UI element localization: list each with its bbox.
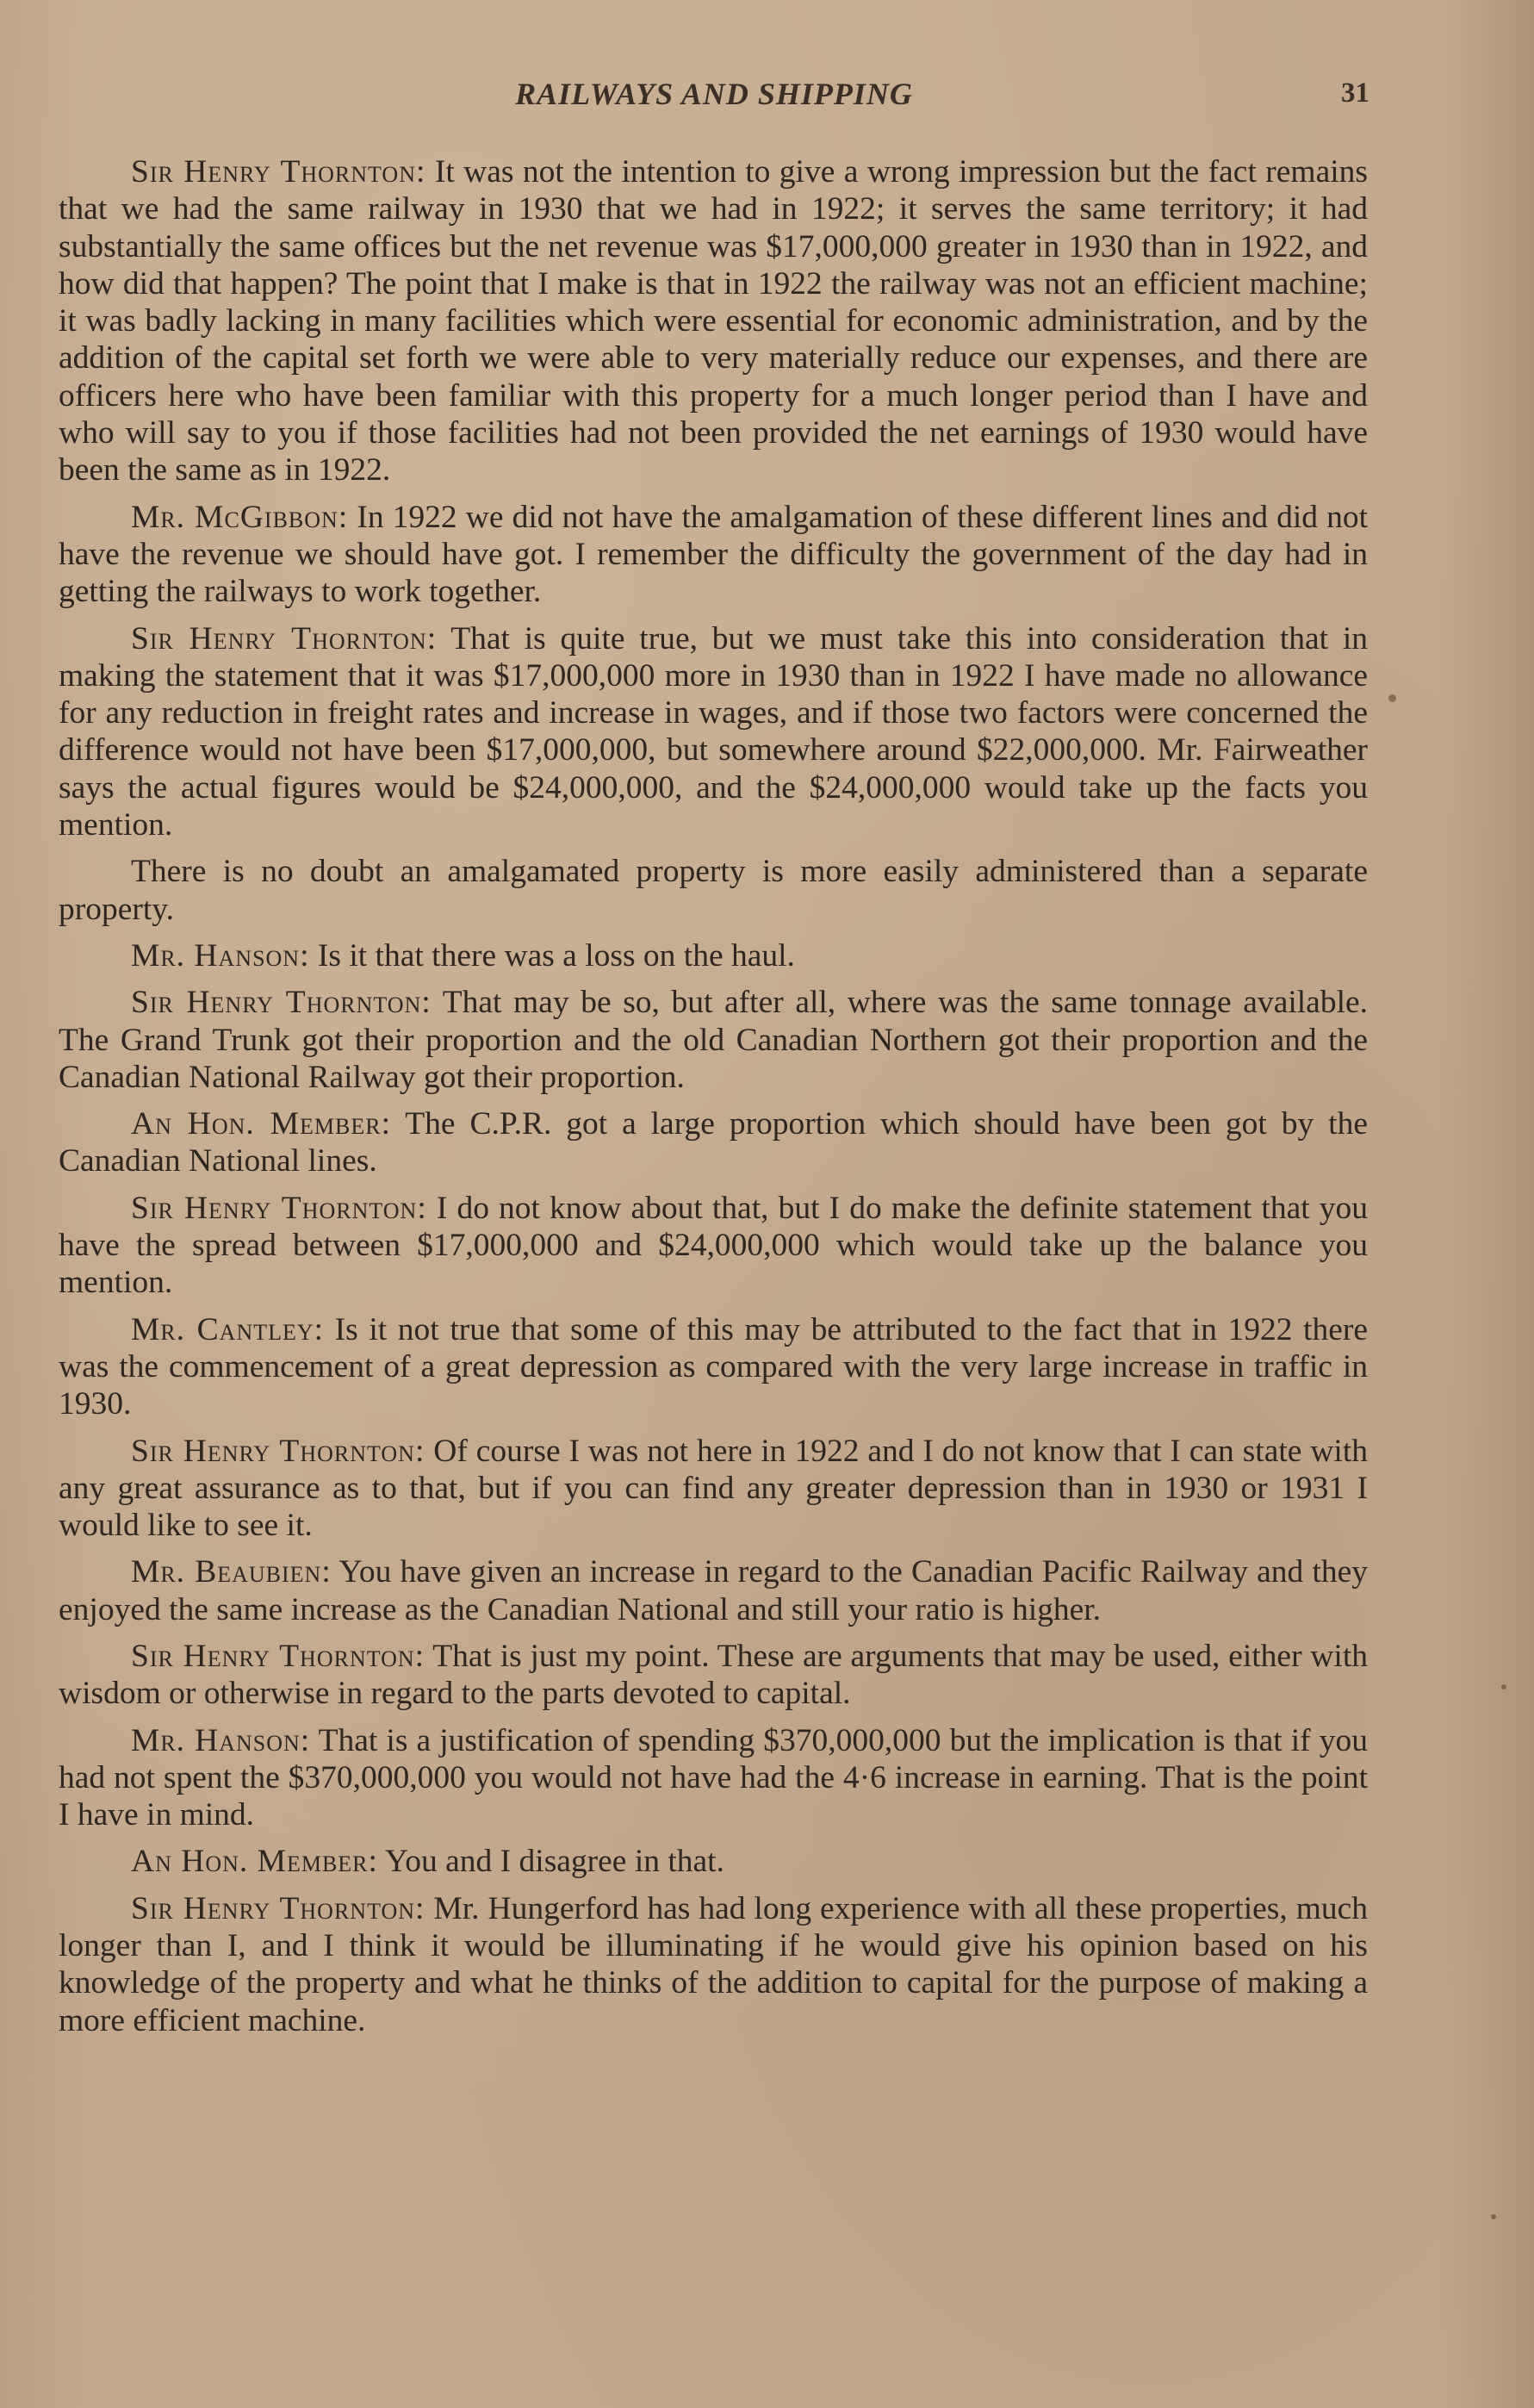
paragraph-text: It was not the intention to give a wrong impression but the fact remains that we had the same railway in 1930 that we had in 1922; it serves the same territory; it had substantially the same offices but the net revenue was $17,000,000 greater in 1930 than in 1922, and how did that happen? The point that I make is that in 1922 the railway was not an efficient machine; it was badly lacking in many facilities which were essential for economic administration, and by the addition of the capital set forth we were able to very materially reduce our expenses, and there are officers here who have been familiar with this property for a much longer period than I have and who will say to you if those facilities had not been provided the net earnings of 1930 would have been the same as in 1922.: [59, 154, 1368, 488]
running-head: [59, 76, 1369, 119]
paragraph-5: [59, 937, 1368, 974]
paragraph-15: [59, 1890, 1368, 2039]
paragraph-text: You and I disagree in that.: [377, 1844, 724, 1880]
speaker-name: Sir Henry Thornton:: [131, 1638, 425, 1674]
paragraph-text: That may be so, but after all, where was the same tonnage available. The Grand Trunk got their proportion and the old Canadian Northern got their proportion and the Canadian National Railway got their proportion.: [59, 985, 1369, 1095]
speaker-name: Mr. Hanson:: [131, 937, 310, 974]
paragraph-text: Of course I was not here in 1922 and I do not know that I can state with any great assurance as to that, but if you can find any greater depression than in 1930 or 1931 I would like to see it.: [59, 1433, 1369, 1544]
page-number: 31: [1341, 78, 1369, 109]
paragraph-11: [59, 1553, 1368, 1628]
paragraph-2: [59, 499, 1368, 611]
paragraph-text: I do not know about that, but I do make the definite statement that you have the spread between $17,000,000 and $24,000,000 which would take up the balance you mention.: [59, 1190, 1368, 1301]
paragraph-12: [59, 1638, 1368, 1713]
paragraph-10: [59, 1433, 1368, 1545]
paragraph-text: That is a justification of spending $370,000,000 but the implication is that if you had not spent the $370,000,000 you would not have had the 4·6 increase in earning. That is the point I have in mind.: [59, 1722, 1368, 1833]
speaker-name: An Hon. Member:: [131, 1844, 378, 1880]
speaker-name: Sir Henry Thornton:: [131, 985, 432, 1021]
paragraph-text: Is it not true that some of this may be attributed to the fact that in 1922 there was the commencement of a great depression as compared with the very large increase in traffic in 1930.: [59, 1311, 1368, 1422]
paragraph-text: That is just my point. These are arguments that may be used, either with wisdom or otherwise in regard to the parts devoted to capital.: [59, 1638, 1369, 1712]
paragraph-text: The C.P.R. got a large proportion which should have been got by the Canadian National lines.: [59, 1106, 1368, 1179]
paragraph-9: [59, 1311, 1368, 1423]
speaker-name: Sir Henry Thornton:: [131, 1190, 427, 1226]
paragraph-14: [59, 1843, 1368, 1880]
paragraph-4: [59, 853, 1368, 928]
paragraph-text: That is quite true, but we must take this into consideration that in making the statement that it was $17,000,000 more in 1930 than in 1922 I have made no allowance for any reduction in freight rates and increase in wages, and if those two factors were concerned the difference would not have been $17,000,000, but somewhere around $22,000,000. Mr. Fairweather says the actual figures would be $24,000,000, and the $24,000,000 would take up the facts you mention.: [59, 620, 1369, 843]
speaker-name: Mr. Hanson:: [131, 1722, 311, 1758]
speaker-name: Sir Henry Thornton:: [131, 1890, 425, 1926]
paragraph-text: In 1922 we did not have the amalgamation of these different lines and did not have the revenue we should have got. I remember the difficulty the government of the day had in getting the railways to work together.: [59, 499, 1369, 610]
paper-stain: [1388, 694, 1396, 702]
speaker-name: Sir Henry Thornton:: [131, 1433, 425, 1469]
paragraph-13: [59, 1722, 1368, 1834]
running-title: RAILWAYS AND SHIPPING: [515, 77, 913, 111]
paragraph-text: Mr. Hungerford has had long experience with all these properties, much longer than I, and I think it would be illuminating if he would give his opinion based on his knowledge of the property and what he thinks of the addition to capital for the purpose of making a more efficient machine.: [59, 1890, 1369, 2038]
paragraph-6: [59, 984, 1368, 1096]
speaker-name: Mr. Cantley:: [131, 1311, 325, 1347]
speaker-name: Sir Henry Thornton:: [131, 154, 426, 190]
speaker-name: Mr. McGibbon:: [131, 499, 349, 535]
paragraph-text: You have given an increase in regard to the Canadian Pacific Railway and they enjoyed the same increase as the Canadian National and still your ratio is higher.: [59, 1554, 1369, 1627]
paper-stain: [1491, 2214, 1496, 2219]
speaker-name: Mr. Beaubien:: [131, 1554, 332, 1590]
paragraph-8: [59, 1190, 1368, 1302]
paragraph-text: There is no doubt an amalgamated property is more easily administered than a separate property.: [59, 854, 1368, 927]
paragraph-text: Is it that there was a loss on the haul.: [309, 937, 795, 974]
paragraph-3: [59, 620, 1368, 844]
paper-stain: [1501, 1684, 1506, 1689]
paragraph-7: [59, 1105, 1368, 1180]
speaker-name: An Hon. Member:: [131, 1106, 392, 1142]
speaker-name: Sir Henry Thornton:: [131, 620, 438, 656]
paragraph-1: [59, 153, 1368, 489]
body-text: [59, 153, 1368, 2049]
